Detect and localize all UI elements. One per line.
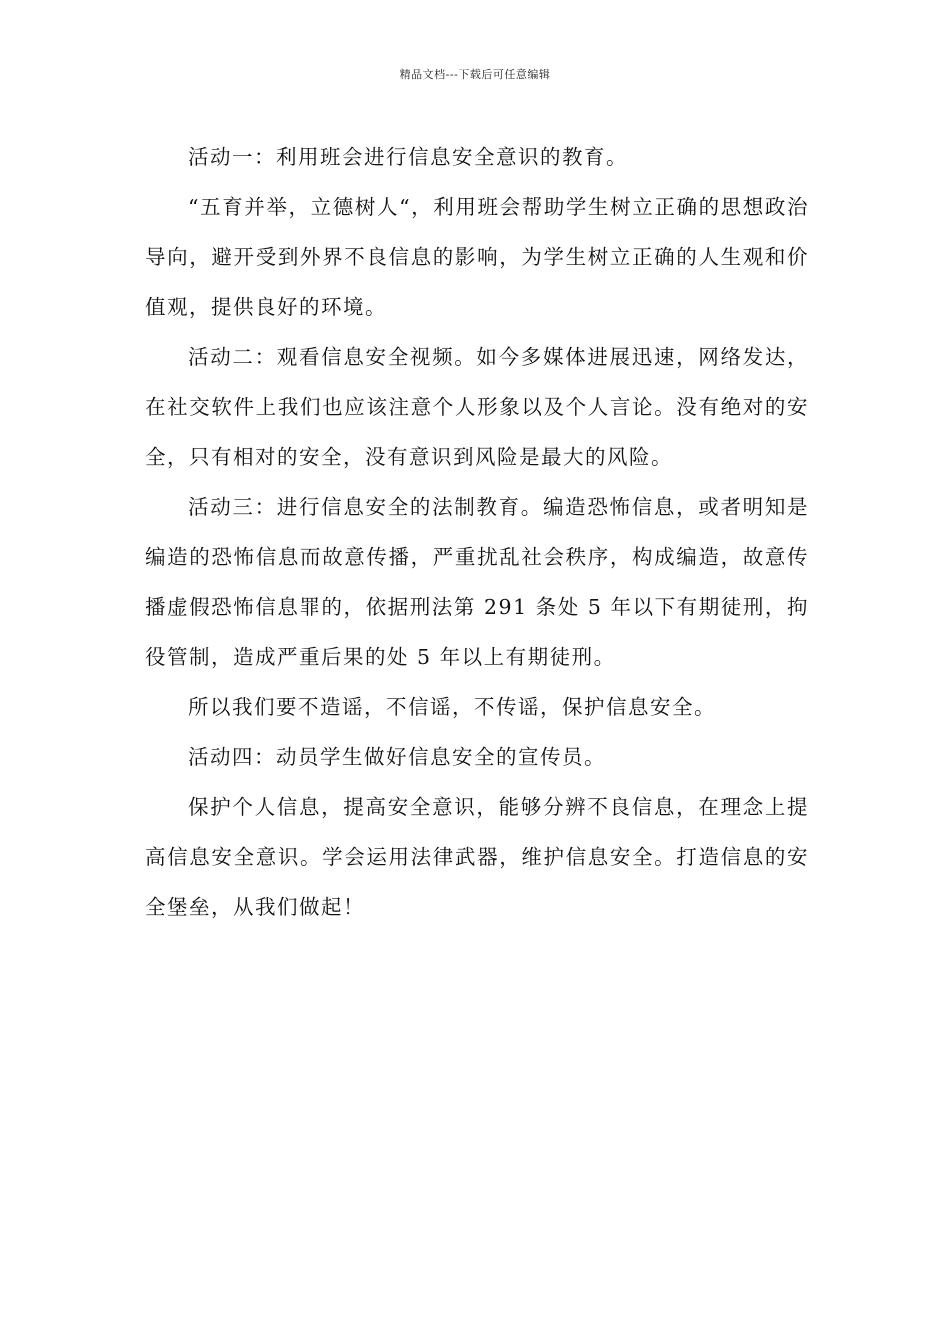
paragraph-conclusion: 保护个人信息，提高安全意识，能够分辨不良信息，在理念上提高信息安全意识。学会运用法律武器，维护信息安全。打造信息的安全堡垒，从我们做起！: [145, 795, 809, 919]
paragraph-activity-three: 活动三：进行信息安全的法制教育。编造恐怖信息，或者明知是编造的恐怖信息而故意传播，严重扰乱社会秩序，构成编造，故意传播虚假恐怖信息罪的，依据刑法第 291 条处 5 年以下有期徒刑，拘役管制，造成严重后果的处 5 年以上有期徒刑。: [145, 495, 809, 669]
paragraph-activity-one: 活动一：利用班会进行信息安全意识的教育。: [188, 145, 629, 169]
paragraph-activity-four: 活动四：动员学生做好信息安全的宣传员。: [188, 745, 607, 769]
document-body: [145, 132, 809, 932]
paragraph-activity-two: 活动二：观看信息安全视频。如今多媒体进展迅速，网络发达，在社交软件上我们也应该注意个人形象以及个人言论。没有绝对的安全，只有相对的安全，没有意识到风险是最大的风险。: [145, 345, 809, 469]
paragraph-no-rumors: 所以我们要不造谣，不信谣，不传谣，保护信息安全。: [188, 695, 717, 719]
paragraph-five-education: “五育并举，立德树人“，利用班会帮助学生树立正确的思想政治导向，避开受到外界不良信息的影响，为学生树立正确的人生观和价值观，提供良好的环境。: [145, 195, 809, 319]
page-header: 精品文档---下载后可任意编辑: [399, 68, 551, 81]
